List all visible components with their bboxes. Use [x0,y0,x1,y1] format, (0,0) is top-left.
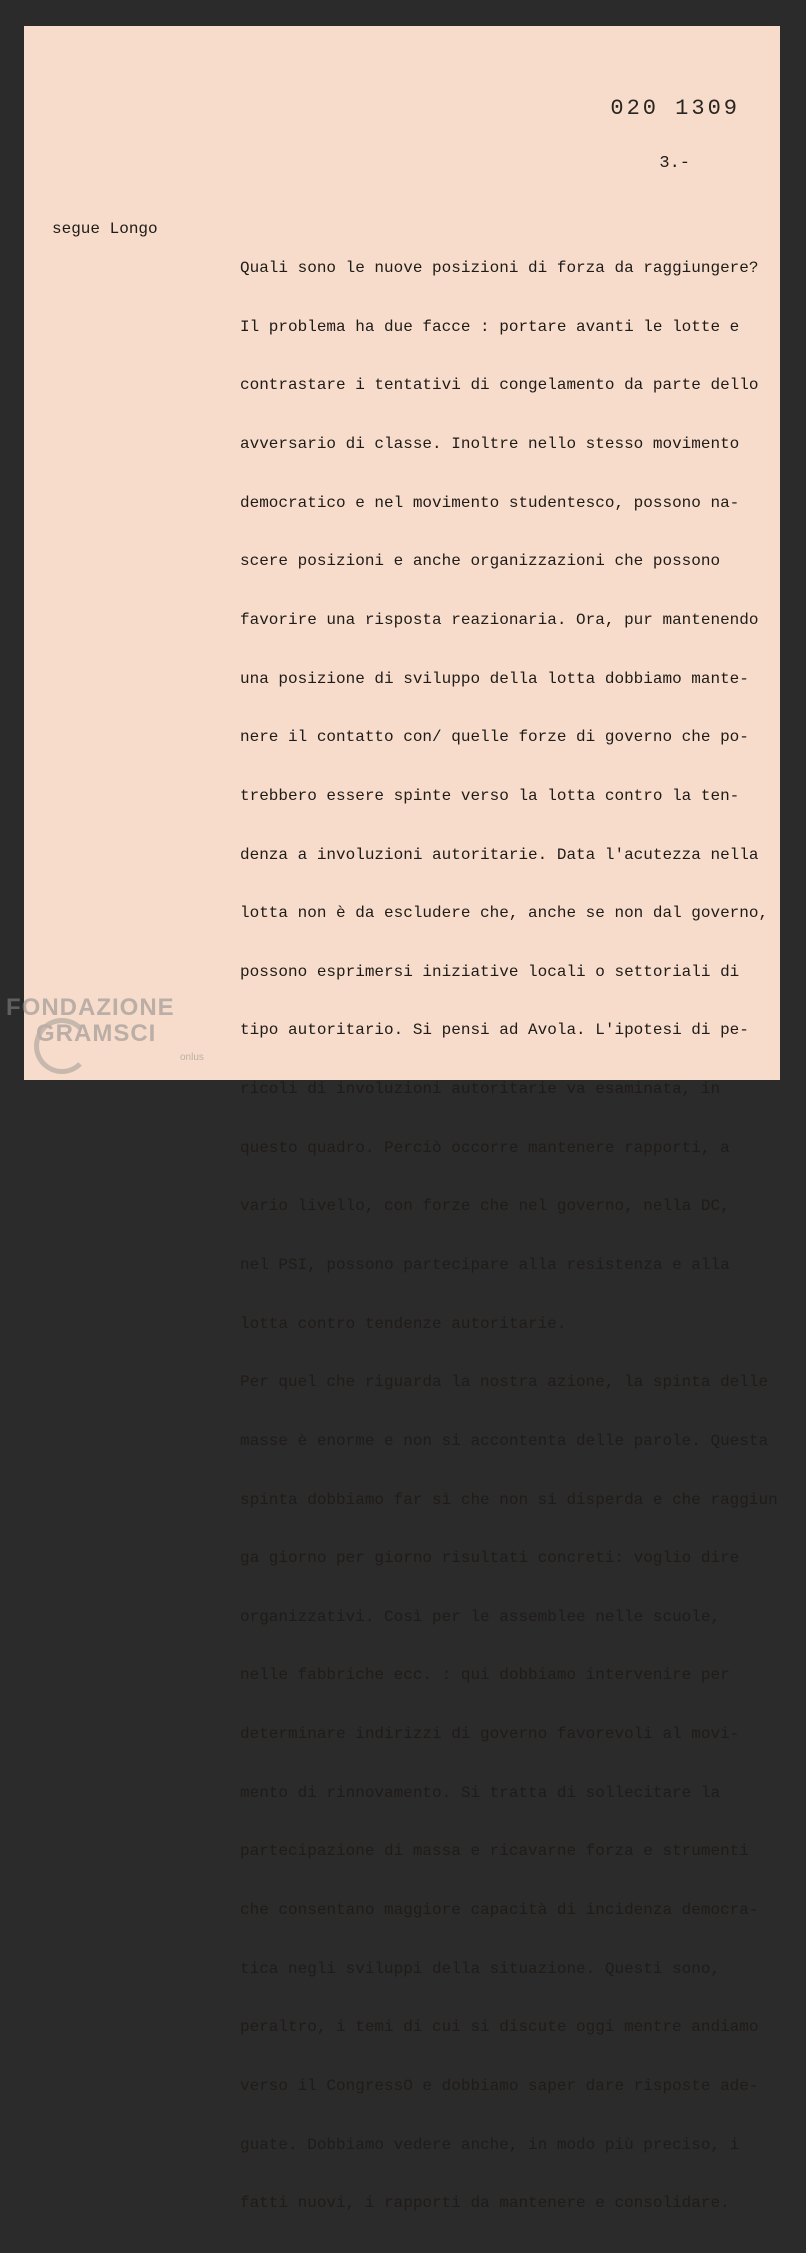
text-line: lotta non è da escludere che, anche se non dal governo, [240,904,769,923]
text-line: ga giorno per giorno risultati concreti: voglio dire [240,1549,740,1568]
text-line: partecipazione di massa e ricavarne forza e strumenti [240,1842,749,1861]
text-line: determinare indirizzi di governo favorevoli al movi- [240,1725,740,1744]
text-line: che consentano maggiore capacità di incidenza democra- [240,1901,759,1920]
body-text [240,220,780,2253]
text-line: spinta dobbiamo far sì che non si disperda e che raggiun [240,1490,778,1509]
text-line: vario livello, con forze che nel governo, nella DC, [240,1197,730,1216]
text-line: nelle fabbriche ecc. : qui dobbiamo intervenire per [240,1666,730,1685]
text-line: contrastare i tentativi di congelamento da parte dello [240,376,759,395]
text-line: una posizione di sviluppo della lotta dobbiamo mante- [240,669,749,688]
text-line: Quali sono le nuove posizioni di forza da raggiungere? [240,259,759,278]
text-line: ricoli di involuzioni autoritarie va esaminata, in [240,1080,721,1099]
text-line: favorire una risposta reazionaria. Ora, pur mantenendo [240,610,759,629]
text-line: tipo autoritario. Si pensi ad Avola. L'ipotesi di pe- [240,1021,749,1040]
text-line: Per quel che riguarda la nostra azione, la spinta delle [240,1373,769,1392]
text-line: nere il contatto con/ quelle forze di governo che po- [240,728,749,747]
text-line: scere posizioni e anche organizzazioni che possono [240,552,721,571]
document-page [24,26,780,2213]
watermark-line-1: FONDAZIONE [6,994,175,1021]
text-line: lotta contro tendenze autoritarie. [240,1314,567,1333]
speaker-label: segue Longo [52,220,158,238]
text-line: denza a involuzioni autoritarie. Data l'acutezza nella [240,845,759,864]
text-line: mento di rinnovamento. Si tratta di sollecitare la [240,1783,721,1802]
text-line: trebbero essere spinte verso la lotta contro la ten- [240,786,740,805]
text-line: masse è enorme e non si accontenta delle parole. Questa [240,1431,769,1450]
text-line: guate. Dobbiamo vedere anche, in modo più preciso, i [240,2135,740,2154]
page-number: 3.- [659,154,690,173]
text-line: peraltro, i temi di cui si discute oggi mentre andiamo [240,2018,759,2037]
text-line: Il problema ha due facce : portare avanti le lotte e [240,317,740,336]
text-line: nel PSI, possono partecipare alla resistenza e alla [240,1255,730,1274]
watermark-line-2: GRAMSCI [36,1020,157,1047]
text-line: possono esprimersi iniziative locali o settoriali di [240,962,740,981]
text-line: verso il CongressO e dobbiamo saper dare risposte ade- [240,2076,759,2095]
fondazione-gramsci-watermark [6,994,204,1063]
document-number: 020 1309 [610,96,740,121]
text-line: questo quadro. Perciò occorre mantenere rapporti, a [240,1138,730,1157]
gramsci-logo-icon [34,1018,90,1074]
watermark-line-3: onlus [180,1052,204,1063]
text-line: tica negli sviluppi della situazione. Questi sono, [240,1959,721,1978]
text-line: fatti nuovi, i rapporti da mantenere e consolidare. [240,2194,730,2213]
text-line: democratico e nel movimento studentesco, possono na- [240,493,740,512]
text-line: organizzativi. Così per le assemblee nelle scuole, [240,1607,721,1626]
text-line: avversario di classe. Inoltre nello stesso movimento [240,435,740,454]
